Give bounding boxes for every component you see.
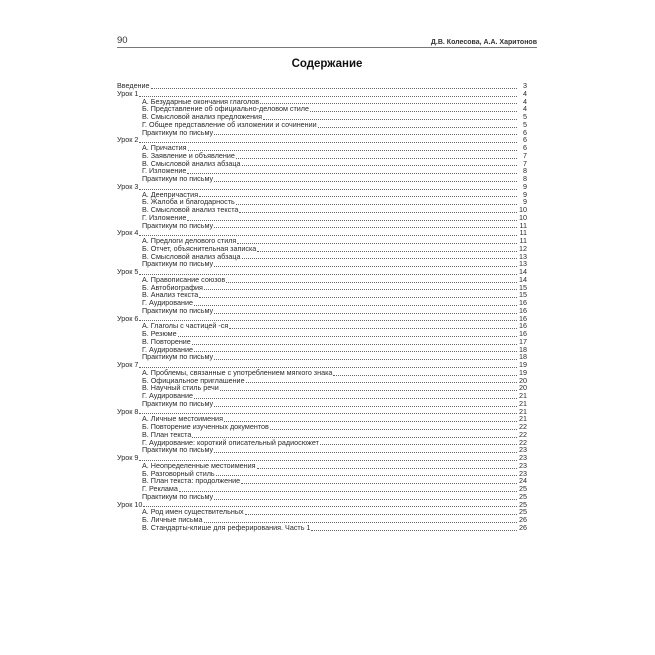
toc-subentry — [117, 129, 527, 137]
toc-entry-title: А. Безударные окончания глаголов — [142, 96, 260, 106]
table-of-contents — [117, 82, 527, 532]
toc-entry-title: А. Глаголы с частицей -ся — [142, 321, 229, 331]
dot-leader — [263, 114, 517, 120]
dot-leader — [179, 486, 517, 492]
dot-leader — [178, 331, 517, 337]
toc-page-number: 22 — [519, 422, 527, 431]
toc-page-number: 20 — [519, 375, 527, 385]
toc-entry-title: Б. Личные письма — [142, 515, 203, 524]
dot-leader — [236, 153, 517, 159]
toc-page-number: 21 — [519, 398, 527, 408]
toc-page-number: 25 — [519, 499, 527, 509]
toc-page-number: 18 — [519, 352, 527, 362]
dot-leader — [245, 509, 517, 515]
dot-leader — [139, 269, 517, 275]
toc-page-number: 19 — [519, 360, 527, 369]
toc-page-number: 12 — [519, 243, 527, 253]
toc-entry-title: Г. Аудирование: короткий описательный радиосюжет — [142, 437, 319, 447]
dot-leader — [139, 91, 517, 97]
toc-page-number: 7 — [523, 158, 527, 168]
dot-leader — [220, 385, 517, 391]
toc-page-number: 10 — [519, 205, 527, 214]
dot-leader — [310, 106, 517, 112]
dot-leader — [237, 238, 517, 244]
toc-page-number: 20 — [519, 383, 527, 393]
toc-page-number: 22 — [519, 429, 527, 439]
toc-entry-title: А. Причастия — [142, 143, 187, 152]
running-header — [117, 34, 537, 46]
dot-leader — [187, 168, 517, 174]
dot-leader — [187, 215, 517, 221]
toc-entry-title: Б. Автобиография — [142, 282, 203, 292]
toc-entry-title: В. Стандарты-клише для реферирования. Часть 1 — [142, 522, 311, 532]
toc-subentry — [117, 175, 527, 183]
toc-entry-title: Урок 3 — [117, 181, 139, 191]
toc-page-number: 18 — [519, 344, 527, 354]
dot-leader — [257, 463, 517, 469]
toc-entry-title: А. Правописание союзов — [142, 274, 226, 284]
toc-entry-title: Урок 7 — [117, 360, 139, 369]
toc-page-number: 5 — [523, 112, 527, 121]
dot-leader — [214, 354, 517, 360]
toc-page-number: 4 — [523, 88, 527, 98]
toc-entry-title: В. Повторение — [142, 336, 191, 346]
toc-entry-title: Г. Аудирование — [142, 391, 193, 400]
toc-page-number: 4 — [523, 104, 527, 114]
toc-page-number: 7 — [523, 150, 527, 160]
toc-page-number: 9 — [523, 197, 527, 207]
toc-page-number: 23 — [519, 453, 527, 462]
toc-subentry — [117, 477, 527, 485]
toc-entry-title: Практикум по письму — [142, 305, 214, 315]
toc-entry-title: Г. Аудирование — [142, 298, 193, 307]
toc-entry-title: В. План текста: продолжение — [142, 476, 241, 486]
toc-page-number: 3 — [523, 81, 527, 90]
dot-leader — [229, 323, 517, 329]
toc-page-number: 9 — [523, 189, 527, 199]
toc-entry-title: А. Личные местоимения — [142, 414, 223, 424]
toc-entry-title: Урок 1 — [117, 88, 139, 98]
toc-subentry — [117, 524, 527, 532]
toc-page-number: 23 — [519, 445, 527, 455]
dot-leader — [204, 284, 517, 290]
toc-entry-title: Б. Отчет, объяснительная записка — [142, 243, 257, 253]
toc-page-number: 11 — [519, 236, 527, 245]
toc-page-number: 25 — [519, 484, 527, 493]
toc-page-number: 9 — [523, 181, 527, 191]
dot-leader — [333, 370, 517, 376]
page-number: 90 — [117, 35, 128, 46]
toc-page-number: 15 — [519, 290, 527, 300]
toc-entry-title: В. Смысловой анализ текста — [142, 205, 239, 214]
toc-entry-title: Практикум по письму — [142, 127, 214, 137]
toc-subentry — [117, 446, 527, 454]
dot-leader — [199, 292, 517, 298]
toc-entry-title: Б. Повторение изученных документов — [142, 422, 269, 431]
toc-entry-title: А. Род имен существительных — [142, 507, 244, 517]
toc-page-number: 19 — [519, 367, 527, 377]
toc-entry-title: Б. Жалоба и благодарность — [142, 197, 235, 207]
toc-entry-title: В. Смысловой анализ абзаца — [142, 158, 241, 168]
dot-leader — [214, 176, 517, 182]
dot-leader — [216, 470, 517, 476]
toc-entry-title: Урок 4 — [117, 228, 139, 238]
dot-leader — [188, 145, 517, 151]
toc-entry-title: Г. Изложение — [142, 166, 187, 176]
toc-page-number: 5 — [523, 119, 527, 129]
dot-leader — [318, 122, 517, 128]
toc-page-number: 4 — [523, 96, 527, 106]
authors: Д.В. Колесова, А.А. Харитонов — [430, 39, 537, 46]
dot-leader — [139, 455, 517, 461]
toc-page-number: 6 — [523, 135, 527, 145]
toc-entry-title: В. План текста — [142, 429, 192, 439]
toc-entry-title: Г. Общее представление об изложении и сочинении — [142, 119, 317, 129]
toc-entry-title: Практикум по письму — [142, 259, 214, 269]
toc-entry-title: Урок 10 — [117, 499, 143, 509]
toc-page-number: 21 — [519, 406, 527, 416]
toc-page-number: 16 — [519, 298, 527, 307]
toc-page-number: 22 — [519, 437, 527, 447]
dot-leader — [242, 253, 517, 259]
dot-leader — [194, 300, 517, 306]
toc-entry-title: Урок 2 — [117, 135, 139, 145]
toc-page-number: 16 — [519, 329, 527, 338]
toc-entry-title: Г. Аудирование — [142, 344, 193, 354]
toc-entry-title: В. Смысловой анализ абзаца — [142, 251, 241, 261]
dot-leader — [214, 222, 517, 228]
toc-page-number: 6 — [523, 127, 527, 137]
toc-page-number: 6 — [523, 143, 527, 152]
toc-page-number: 16 — [519, 313, 527, 323]
toc-entry-title: Б. Резюме — [142, 329, 177, 338]
dot-leader — [242, 160, 517, 166]
dot-leader — [214, 447, 517, 453]
toc-page-number: 24 — [519, 476, 527, 486]
dot-leader — [320, 439, 517, 445]
toc-page-number: 14 — [519, 267, 527, 276]
toc-page-number: 23 — [519, 460, 527, 470]
toc-page-number: 21 — [519, 414, 527, 424]
toc-page-number: 25 — [519, 491, 527, 501]
toc-entry-title: В. Анализ текста — [142, 290, 199, 300]
toc-page-number: 10 — [519, 212, 527, 222]
toc-entry-title: Б. Заявление и объявление — [142, 150, 235, 160]
dot-leader — [192, 339, 517, 345]
toc-page-number: 26 — [519, 515, 527, 524]
dot-leader — [204, 517, 517, 523]
toc-entry-title: А. Деепричастия — [142, 189, 199, 199]
dot-leader — [214, 129, 517, 135]
toc-entry-title: Практикум по письму — [142, 398, 214, 408]
dot-leader — [246, 377, 517, 383]
dot-leader — [236, 199, 517, 205]
toc-page-number: 11 — [519, 228, 527, 238]
toc-entry-title: Б. Разговорный стиль — [142, 468, 215, 478]
toc-page-number: 14 — [519, 274, 527, 284]
toc-entry-title: Урок 8 — [117, 406, 139, 416]
toc-entry-title: Урок 5 — [117, 267, 139, 276]
dot-leader — [194, 346, 517, 352]
toc-subentry — [117, 322, 527, 330]
toc-entry-title: Б. Представление об официально-деловом стиле — [142, 104, 309, 114]
toc-subentry — [117, 222, 527, 230]
toc-entry-title: В. Смысловой анализ предложения — [142, 112, 262, 121]
dot-leader — [139, 362, 517, 368]
toc-entry-title: Введение — [117, 81, 150, 90]
toc-page-number: 23 — [519, 468, 527, 478]
toc-subentry — [117, 307, 527, 315]
dot-leader — [270, 424, 517, 430]
toc-entry-title: Урок 6 — [117, 313, 139, 323]
toc-page-number: 13 — [519, 251, 527, 261]
toc-entry-title: А. Неопределенные местоимения — [142, 460, 256, 470]
toc-entry — [117, 82, 527, 90]
toc-entry-title: Практикум по письму — [142, 491, 214, 501]
dot-leader — [311, 525, 517, 531]
dot-leader — [239, 207, 517, 213]
page-title: Содержание — [291, 58, 363, 70]
toc-subentry — [117, 260, 527, 268]
dot-leader — [199, 191, 517, 197]
toc-entry-title: Г. Изложение — [142, 212, 187, 222]
toc-page-number: 16 — [519, 305, 527, 315]
dot-leader — [151, 83, 517, 89]
toc-entry-title: А. Предлоги делового стиля — [142, 236, 237, 245]
toc-page-number: 16 — [519, 321, 527, 331]
toc-entry-title: Г. Реклама — [142, 484, 178, 493]
dot-leader — [214, 261, 517, 267]
dot-leader — [257, 246, 517, 252]
toc-entry-title: В. Научный стиль речи — [142, 383, 219, 393]
dot-leader — [214, 308, 517, 314]
dot-leader — [192, 432, 517, 438]
toc-page-number: 13 — [519, 259, 527, 269]
toc-page-number: 11 — [519, 220, 527, 230]
toc-page-number: 8 — [523, 166, 527, 176]
toc-entry-title: Практикум по письму — [142, 445, 214, 455]
toc-entry-title: Практикум по письму — [142, 352, 214, 362]
dot-leader — [226, 277, 517, 283]
toc-subentry — [117, 493, 527, 501]
toc-subentry — [117, 353, 527, 361]
dot-leader — [214, 494, 517, 500]
toc-page-number: 8 — [523, 174, 527, 183]
dot-leader — [214, 401, 517, 407]
toc-page-number: 17 — [519, 336, 527, 346]
toc-page-number: 25 — [519, 507, 527, 517]
toc-entry-title: Практикум по письму — [142, 220, 214, 230]
toc-entry-title: Практикум по письму — [142, 174, 214, 183]
dot-leader — [139, 137, 517, 143]
dot-leader — [241, 478, 517, 484]
header-rule — [117, 47, 537, 48]
toc-entry-title: А. Проблемы, связанные с употреблением мягкого знака — [142, 367, 333, 377]
toc-page-number: 26 — [519, 522, 527, 532]
dot-leader — [194, 393, 517, 399]
toc-entry-title: Урок 9 — [117, 453, 139, 462]
toc-entry-title: Б. Официальное приглашение — [142, 375, 245, 385]
toc-page-number: 15 — [519, 282, 527, 292]
toc-subentry — [117, 400, 527, 408]
dot-leader — [139, 184, 517, 190]
toc-page-number: 21 — [519, 391, 527, 400]
